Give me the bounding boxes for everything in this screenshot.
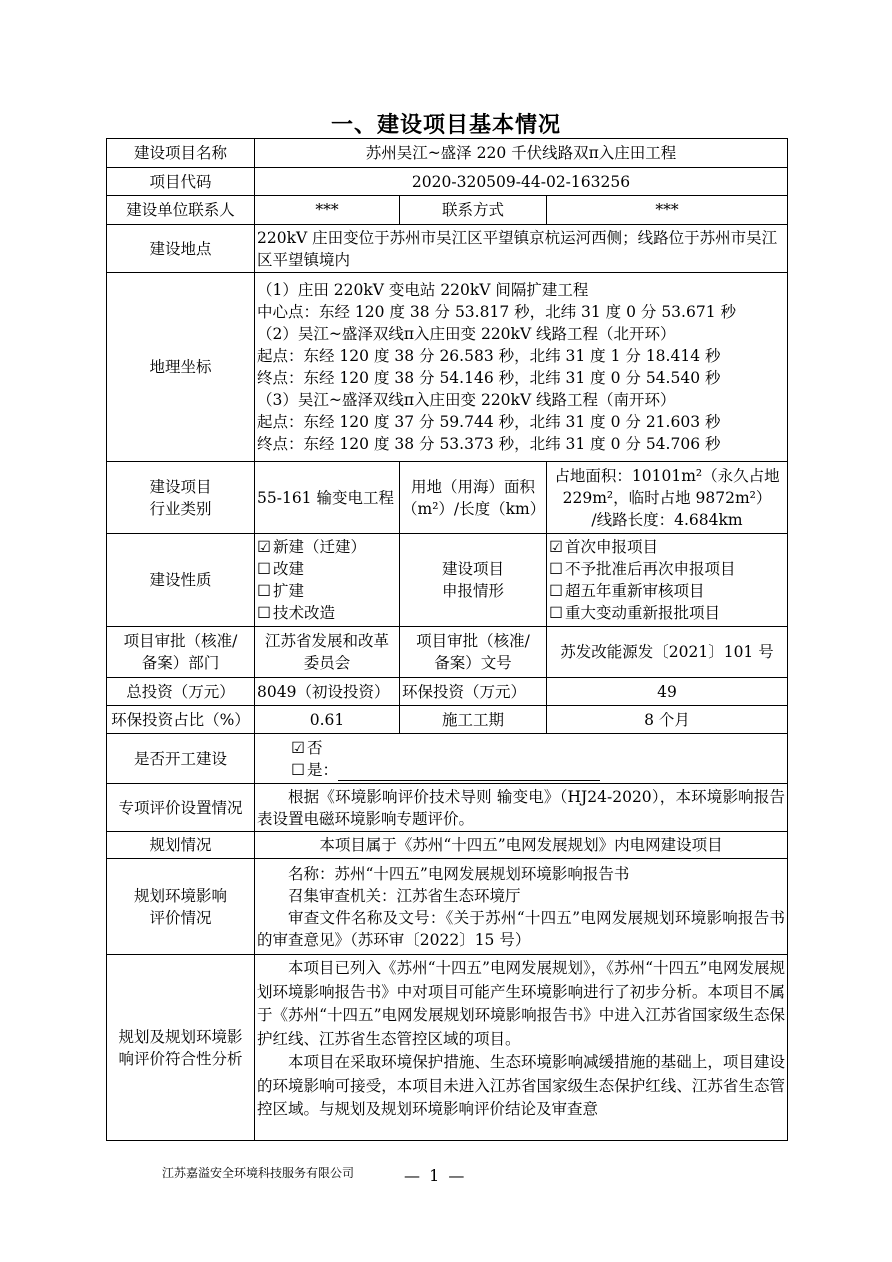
- geo-line: 中心点：东经 120 度 38 分 53.817 秒，北纬 31 度 0 分 53.671 秒: [257, 303, 736, 321]
- checkbox-icon: ☐: [257, 604, 271, 622]
- value-env-ratio: 0.61: [255, 706, 400, 734]
- checkbox-icon: ☐: [291, 760, 305, 779]
- label-contact-method: 联系方式: [400, 196, 547, 225]
- label-line: 建设项目: [441, 560, 504, 578]
- footer-company: 江苏嘉溢安全环境科技服务有限公司: [162, 1166, 355, 1180]
- label-report-situation: [400, 534, 547, 627]
- started-date-field[interactable]: [338, 764, 600, 781]
- value-env-investment: 49: [547, 678, 788, 706]
- value-approval-dept: [255, 627, 400, 678]
- value-approval-doc: 苏发改能源发〔2021〕101 号: [547, 627, 788, 678]
- label-project-code: 项目代码: [107, 168, 255, 196]
- geo-line: （2）吴江~盛泽双线π入庄田变 220kV 线路工程（北开环）: [257, 325, 676, 343]
- label-line: 备案）部门: [141, 654, 220, 672]
- value-construction-period: 8 个月: [547, 706, 788, 734]
- label-line: （m²）/长度（km）: [402, 499, 546, 518]
- checkbox-icon: ☑: [549, 538, 563, 556]
- option-label: 否: [307, 738, 323, 757]
- nature-option[interactable]: [257, 536, 397, 558]
- checkbox-icon: ☐: [257, 582, 271, 600]
- row-construction-nature: [107, 534, 788, 627]
- conformity-para: 本项目已列入《苏州“十四五”电网发展规划》，《苏州“十四五”电网发展规划环境影响报告书》中对项目可能产生环境影响进行了初步分析。本项目不属于《苏州“十四五”电网发展规划环境影响报告书》中进入江苏省国家级生态保护红线、江苏省生态管控区域的项目。: [257, 959, 786, 1048]
- row-industry-category: [107, 462, 788, 534]
- report-options: [547, 534, 788, 627]
- started-options: [255, 734, 788, 784]
- label-conformity: [107, 955, 255, 1141]
- geo-line: （3）吴江~盛泽双线π入庄田变 220kV 线路工程（南开环）: [257, 391, 676, 409]
- label-special-evaluation: 专项评价设置情况: [107, 784, 255, 832]
- report-option[interactable]: [549, 602, 785, 624]
- label-started: 是否开工建设: [107, 734, 255, 784]
- row-project-code: [107, 168, 788, 196]
- value-line: 委员会: [303, 654, 351, 672]
- value-contact-method: ***: [547, 196, 788, 225]
- value-location: 220kV 庄田变位于苏州市吴江区平望镇京杭运河西侧；线路位于苏州市吴江区平望镇境内: [255, 225, 788, 273]
- row-planning: [107, 832, 788, 859]
- option-label: 扩建: [273, 582, 305, 600]
- option-label: 改建: [273, 560, 305, 578]
- label-total-investment: 总投资（万元）: [107, 678, 255, 706]
- row-ratio: [107, 706, 788, 734]
- label-approval-doc: [400, 627, 547, 678]
- row-investment: [107, 678, 788, 706]
- label-line: 备案）文号: [434, 654, 512, 672]
- option-label: 技术改造: [273, 604, 336, 622]
- label-approval-dept: [107, 627, 255, 678]
- option-label: 重大变动重新报批项目: [565, 604, 721, 622]
- value-planning-eia: [255, 859, 788, 955]
- label-line: 项目审批（核准/: [123, 632, 238, 650]
- value-planning: 本项目属于《苏州“十四五”电网发展规划》内电网建设项目: [255, 832, 788, 859]
- geo-line: 终点：东经 120 度 38 分 53.373 秒，北纬 31 度 0 分 54.706 秒: [257, 435, 721, 453]
- value-special-evaluation: 根据《环境影响评价技术导则 输变电》（HJ24-2020），本环境影响报告表设置电磁环境影响专题评价。: [255, 784, 788, 832]
- label-line: 项目审批（核准/: [416, 632, 530, 650]
- option-label: 是：: [307, 760, 339, 779]
- planning-eia-document: 审查文件名称及文号：《关于苏州“十四五”电网发展规划环境影响报告书的审查意见》（苏环审〔2022〕15 号）: [257, 908, 786, 949]
- row-started: [107, 734, 788, 784]
- option-label: 首次申报项目: [565, 538, 659, 556]
- option-label: 超五年重新审核项目: [565, 582, 705, 600]
- option-label: 新建（迁建）: [273, 538, 367, 556]
- report-option[interactable]: [549, 536, 785, 558]
- label-location: 建设地点: [107, 225, 255, 273]
- conformity-para: 本项目在采取环境保护措施、生态环境影响减缓措施的基础上，项目建设的环境影响可接受，本项目未进入江苏省国家级生态保护红线、江苏省生态管控区域。与规划及规划环境影响评价结论及审查意: [257, 1053, 786, 1118]
- nature-options: [255, 534, 400, 627]
- value-total-investment: 8049（初设投资）: [255, 678, 400, 706]
- geo-line: 终点：东经 120 度 38 分 54.146 秒，北纬 31 度 0 分 54.540 秒: [257, 369, 721, 387]
- value-industry-category: 55-161 输变电工程: [255, 462, 400, 534]
- value-project-name: 苏州吴江~盛泽 220 千伏线路双π入庄田工程: [255, 139, 788, 168]
- nature-option[interactable]: [257, 602, 397, 624]
- row-contact: [107, 196, 788, 225]
- label-construction-nature: 建设性质: [107, 534, 255, 627]
- report-option[interactable]: [549, 580, 785, 602]
- row-special-evaluation: [107, 784, 788, 832]
- label-planning: 规划情况: [107, 832, 255, 859]
- value-contact-person: ***: [255, 196, 400, 225]
- planning-eia-name: 名称：苏州“十四五”电网发展规划环境影响报告书: [288, 864, 630, 883]
- value-line: /线路长度：4.684km: [591, 510, 743, 529]
- value-line: 江苏省发展和改革: [264, 632, 389, 650]
- checkbox-icon: ☐: [549, 560, 563, 578]
- geo-line: 起点：东经 120 度 37 分 59.744 秒，北纬 31 度 0 分 21.603 秒: [257, 413, 721, 431]
- checkbox-icon: ☑: [257, 538, 271, 556]
- label-project-name: 建设项目名称: [107, 139, 255, 168]
- label-env-ratio: 环保投资占比（%）: [107, 706, 255, 734]
- value-line: 229m²，临时占地 9872m²）: [562, 488, 772, 507]
- geo-line: 起点：东经 120 度 38 分 26.583 秒，北纬 31 度 1 分 18.414 秒: [257, 347, 721, 365]
- option-label: 不予批准后再次申报项目: [565, 560, 736, 578]
- value-project-code: 2020-320509-44-02-163256: [255, 168, 788, 196]
- row-geo-coordinates: [107, 273, 788, 462]
- checkbox-icon: ☐: [549, 604, 563, 622]
- row-location: [107, 225, 788, 273]
- label-line: 行业类别: [149, 499, 212, 518]
- label-line: 评价情况: [149, 908, 212, 927]
- page-number: — 1 —: [404, 1166, 467, 1185]
- page-title: 一、建设项目基本情况: [330, 113, 561, 138]
- project-info-table: [106, 138, 788, 1141]
- planning-eia-authority: 召集审查机关：江苏省生态环境厅: [288, 886, 521, 905]
- label-env-investment: 环保投资（万元）: [400, 678, 547, 706]
- label-line: 规划及规划环境影: [118, 1027, 243, 1046]
- label-geo-coordinates: 地理坐标: [107, 273, 255, 462]
- label-line: 用地（用海）面积: [410, 477, 535, 496]
- row-conformity: [107, 955, 788, 1141]
- label-planning-eia: [107, 859, 255, 955]
- started-option-no[interactable]: [291, 737, 785, 759]
- geo-line: （1）庄田 220kV 变电站 220kV 间隔扩建工程: [257, 281, 589, 299]
- nature-option[interactable]: [257, 580, 397, 602]
- nature-option[interactable]: [257, 558, 397, 580]
- row-project-name: [107, 139, 788, 168]
- value-land-area: [547, 462, 788, 534]
- label-line: 申报情形: [441, 582, 504, 600]
- value-geo-coordinates: [255, 273, 788, 462]
- value-conformity: [255, 955, 788, 1141]
- label-construction-period: 施工工期: [400, 706, 547, 734]
- started-option-yes[interactable]: [291, 759, 785, 781]
- label-line: 建设项目: [149, 477, 212, 496]
- value-line: 占地面积：10101m²（永久占地: [554, 466, 780, 485]
- report-option[interactable]: [549, 558, 785, 580]
- label-contact-person: 建设单位联系人: [107, 196, 255, 225]
- label-line: 规划环境影响: [133, 886, 227, 905]
- row-approval: [107, 627, 788, 678]
- label-land-area: [400, 462, 547, 534]
- checkbox-icon: ☐: [257, 560, 271, 578]
- checkbox-icon: ☐: [549, 582, 563, 600]
- checkbox-icon: ☑: [291, 738, 305, 757]
- label-line: 响评价符合性分析: [118, 1049, 243, 1068]
- row-planning-eia: [107, 859, 788, 955]
- label-industry-category: [107, 462, 255, 534]
